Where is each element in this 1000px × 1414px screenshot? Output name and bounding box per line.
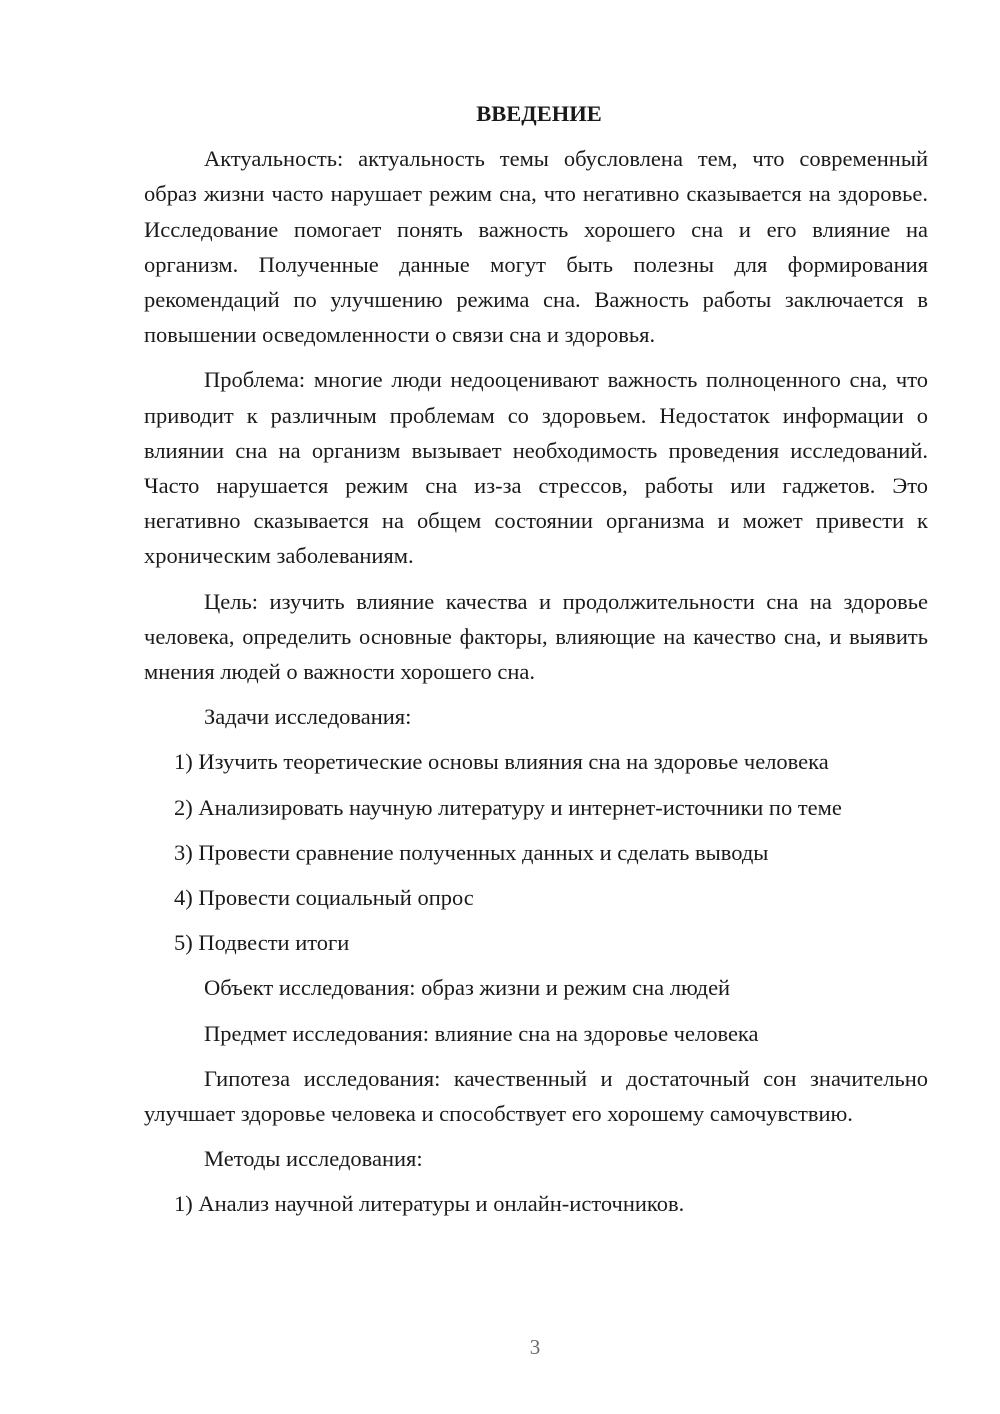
research-subject: Предмет исследования: влияние сна на здоровье человека [204,1020,759,1046]
task-item: 4) Провести социальный опрос [174,885,474,911]
task-item: 5) Подвести итоги [174,930,350,956]
page-number: 3 [529,1335,541,1359]
task-item: 1) Изучить теоретические основы влияния сна на здоровье человека [174,749,829,775]
goal-paragraph: Цель: изучить влияние качества и продолжительности сна на здоровье человека, определить основные факторы, влияющие на качество сна, и выявить мнения людей о важности хорошего сна. [144,588,928,685]
problem-paragraph: Проблема: многие люди недооценивают важность полноценного сна, что приводит к различным проблемам со здоровьем. Недостаток информации о влиянии сна на организм вызывает необходимость проведения исследований. Часто нарушается режим сна из-за стрессов, работы или гаджетов. Это негативно сказывается на общем состоянии организма и может привести к хроническим заболеваниям. [144,367,928,569]
page-content [144,96,928,1232]
task-item: 3) Провести сравнение полученных данных и сделать выводы [174,839,769,865]
tasks-heading: Задачи исследования: [204,704,412,730]
section-title: ВВЕДЕНИЕ [476,101,602,126]
task-item: 2) Анализировать научную литературу и интернет-источники по теме [174,794,842,820]
methods-heading: Методы исследования: [204,1146,423,1172]
research-object: Объект исследования: образ жизни и режим сна людей [204,975,731,1001]
hypothesis-paragraph: Гипотеза исследования: качественный и достаточный сон значительно улучшает здоровье человека и способствует его хорошему самочувствию. [144,1065,928,1127]
relevance-paragraph: Актуальность: актуальность темы обусловлена тем, что современный образ жизни часто нарушает режим сна, что негативно сказывается на здоровье. Исследование помогает понять важность хорошего сна и его влияние на организм. Полученные данные могут быть полезны для формирования рекомендаций по улучшению режима сна. Важность работы заключается в повышении осведомленности о связи сна и здоровья. [144,146,928,348]
method-item: 1) Анализ научной литературы и онлайн-источников. [174,1191,685,1217]
